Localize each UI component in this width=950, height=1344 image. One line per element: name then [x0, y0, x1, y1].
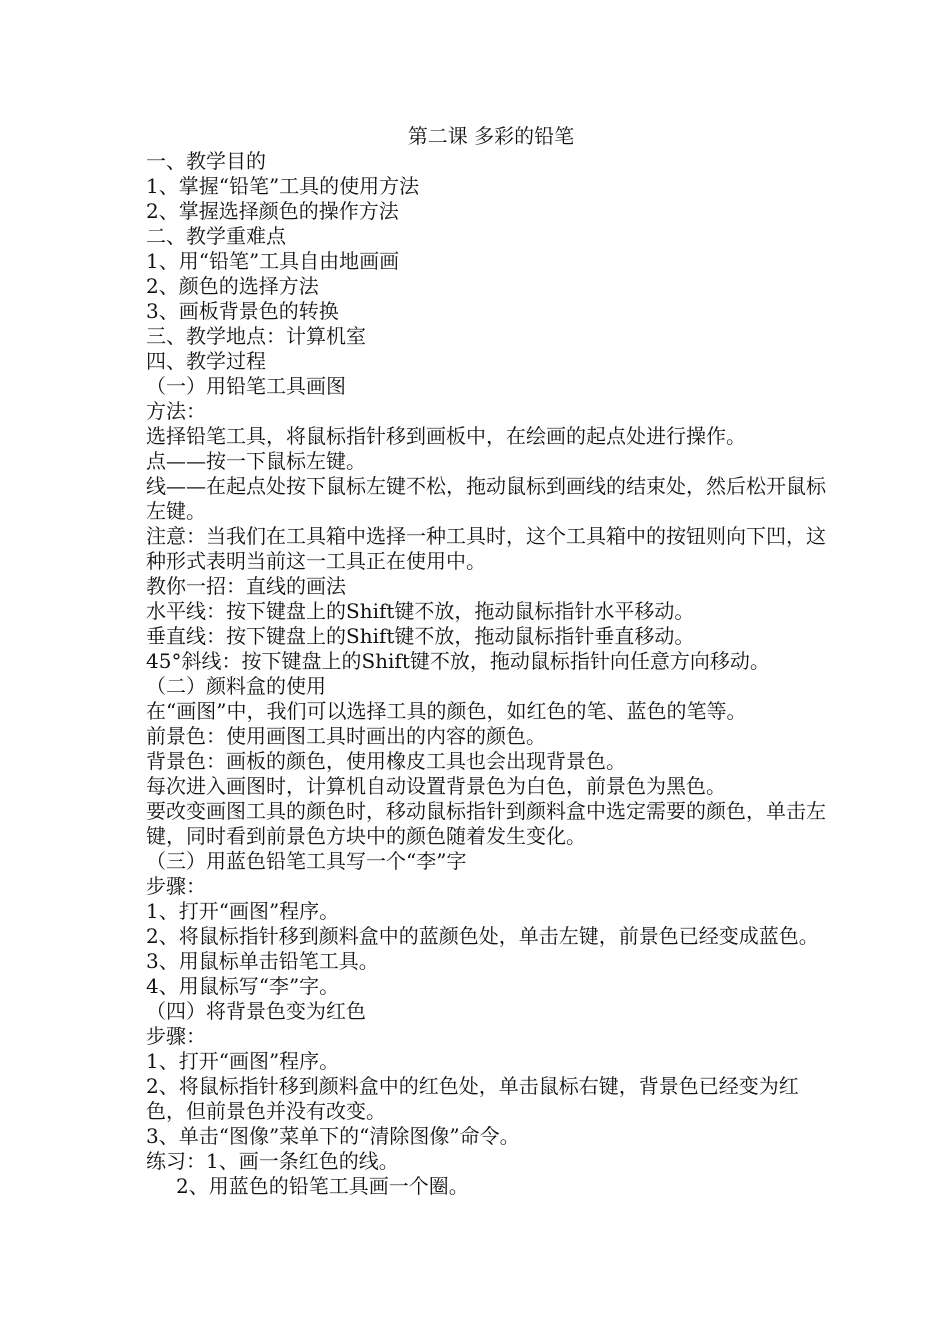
- text-line: 4、用鼠标写“李”字。: [146, 974, 340, 998]
- text-line: 3、用鼠标单击铅笔工具。: [146, 949, 379, 973]
- text-line: 点——按一下鼠标左键。: [146, 449, 366, 473]
- text-line: 前景色：使用画图工具时画出的内容的颜色。: [146, 724, 546, 748]
- text-line: 要改变画图工具的颜色时，移动鼠标指针到颜料盒中选定需要的颜色，单击左键，同时看到前景色方块中的颜色随着发生变化。: [146, 799, 826, 848]
- text-line: 练习：1、画一条红色的线。: [146, 1149, 399, 1173]
- text-line: 二、教学重难点: [146, 224, 286, 248]
- text-line: 教你一招：直线的画法: [146, 574, 346, 598]
- text-line: 在“画图”中，我们可以选择工具的颜色，如红色的笔、蓝色的笔等。: [146, 699, 747, 723]
- text-line: 3、单击“图像”菜单下的“清除图像”命令。: [146, 1124, 520, 1148]
- text-line: 选择铅笔工具，将鼠标指针移到画板中，在绘画的起点处进行操作。: [146, 424, 746, 448]
- exercise-item-2: 2、用蓝色的铅笔工具画一个圈。: [176, 1174, 469, 1198]
- text-line: （三）用蓝色铅笔工具写一个“李”字: [146, 849, 467, 873]
- text-line: 四、教学过程: [146, 349, 266, 373]
- text-line: （二）颜料盒的使用: [146, 674, 326, 698]
- text-line: 3、画板背景色的转换: [146, 299, 339, 323]
- document-text: [146, 149, 836, 1174]
- text-line: 45°斜线：按下键盘上的Shift键不放，拖动鼠标指针向任意方向移动。: [146, 649, 770, 673]
- text-line: 线——在起点处按下鼠标左键不松，拖动鼠标到画线的结束处，然后松开鼠标左键。: [146, 474, 826, 523]
- document-body: [146, 124, 836, 1199]
- text-line: 水平线：按下键盘上的Shift键不放，拖动鼠标指针水平移动。: [146, 599, 695, 623]
- text-line: 2、将鼠标指针移到颜料盒中的蓝颜色处，单击左键，前景色已经变成蓝色。: [146, 924, 819, 948]
- text-line: 2、掌握选择颜色的操作方法: [146, 199, 399, 223]
- text-line: （一）用铅笔工具画图: [146, 374, 346, 398]
- text-line: 每次进入画图时，计算机自动设置背景色为白色，前景色为黑色。: [146, 774, 726, 798]
- page-title: 第二课 多彩的铅笔: [407, 124, 575, 148]
- text-line: 三、教学地点：计算机室: [146, 324, 366, 348]
- text-line: （四）将背景色变为红色: [146, 999, 366, 1023]
- text-line: 步骤：: [146, 874, 206, 898]
- text-line: 2、将鼠标指针移到颜料盒中的红色处，单击鼠标右键，背景色已经变为红色，但前景色并没有改变。: [146, 1074, 799, 1123]
- text-line: 1、打开“画图”程序。: [146, 899, 340, 923]
- text-line: 1、打开“画图”程序。: [146, 1049, 340, 1073]
- text-line: 1、掌握“铅笔”工具的使用方法: [146, 174, 420, 198]
- text-line: 方法：: [146, 399, 206, 423]
- text-line: 一、教学目的: [146, 149, 266, 173]
- text-line: 1、用“铅笔”工具自由地画画: [146, 249, 400, 273]
- text-line: 步骤：: [146, 1024, 206, 1048]
- text-line: 垂直线：按下键盘上的Shift键不放，拖动鼠标指针垂直移动。: [146, 624, 695, 648]
- text-line: 背景色：画板的颜色，使用橡皮工具也会出现背景色。: [146, 749, 626, 773]
- text-line: 2、颜色的选择方法: [146, 274, 319, 298]
- text-line: 注意：当我们在工具箱中选择一种工具时，这个工具箱中的按钮则向下凹，这种形式表明当前这一工具正在使用中。: [146, 524, 826, 573]
